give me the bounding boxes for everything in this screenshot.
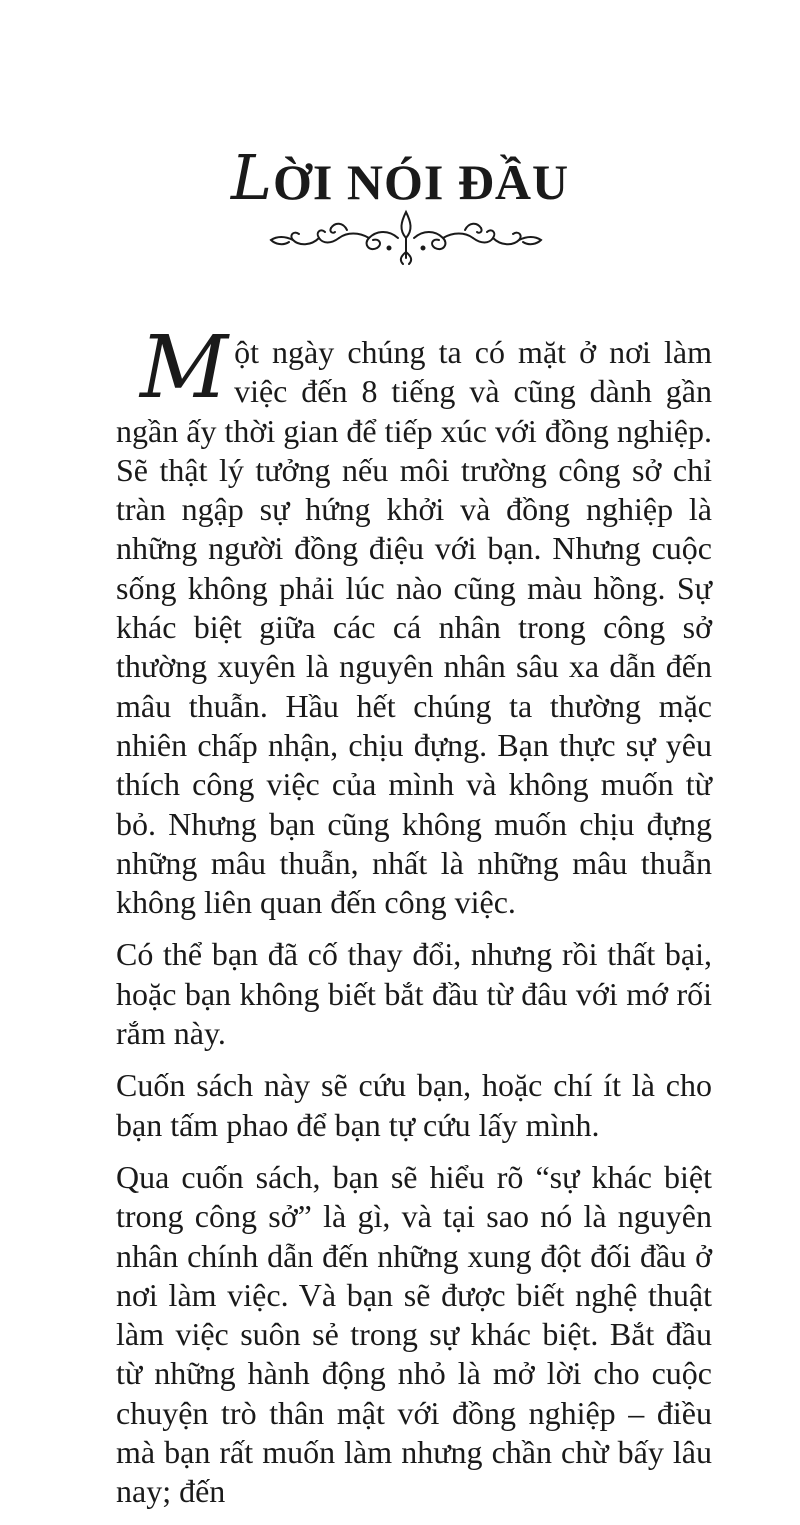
paragraph-3: Cuốn sách này sẽ cứu bạn, hoặc chí ít là cho bạn tấm phao để bạn tự cứu lấy mình. <box>116 1067 712 1143</box>
title-rest: ỜI NÓI ĐẦU <box>273 154 570 210</box>
paragraph-2: Có thể bạn đã cố thay đổi, nhưng rồi thất bại, hoặc bạn không biết bắt đầu từ đâu với mớ rối rắm này. <box>116 936 712 1052</box>
page-title <box>0 141 800 214</box>
paragraph-4: Qua cuốn sách, bạn sẽ hiểu rõ “sự khác biệt trong công sở” là gì, và tại sao nó là nguyên nhân chính dẫn đến những xung đột đối đầu ở nơi làm việc. Và bạn sẽ được biết nghệ thuật làm việc suôn sẻ trong sự khác biệt. Bắt đầu từ những hành động nhỏ là mở lời cho cuộc chuyện trò thân mật với đồng nghiệp – điều mà bạn rất muốn làm nhưng chần chừ bấy lâu nay; đến <box>116 1158 712 1510</box>
drop-cap: M <box>140 318 229 418</box>
paragraph-1 <box>116 318 712 922</box>
title-initial: L <box>230 141 274 214</box>
body-text <box>116 318 712 1525</box>
paragraph-1-text: ột ngày chúng ta có mặt ở nơi làm việc đến 8 tiếng và cũng dành gần ngần ấy thời gian để tiếp xúc với đồng nghiệp. Sẽ thật lý tưởng nếu môi trường công sở chỉ tràn ngập sự hứng khởi và đồng nghiệp là những người đồng điệu với bạn. Nhưng cuộc sống không phải lúc nào cũng màu hồng. Sự khác biệt giữa các cá nhân trong công sở thường xuyên là nguyên nhân sâu xa dẫn đến mâu thuẫn. Hầu hết chúng ta thường mặc nhiên chấp nhận, chịu đựng. Bạn thực sự yêu thích công việc của mình và không muốn từ bỏ. Nhưng bạn cũng không muốn chịu đựng những mâu thuẫn, nhất là những mâu thuẫn không liên quan đến công việc. <box>116 334 712 921</box>
flourish-divider-icon <box>265 208 547 266</box>
